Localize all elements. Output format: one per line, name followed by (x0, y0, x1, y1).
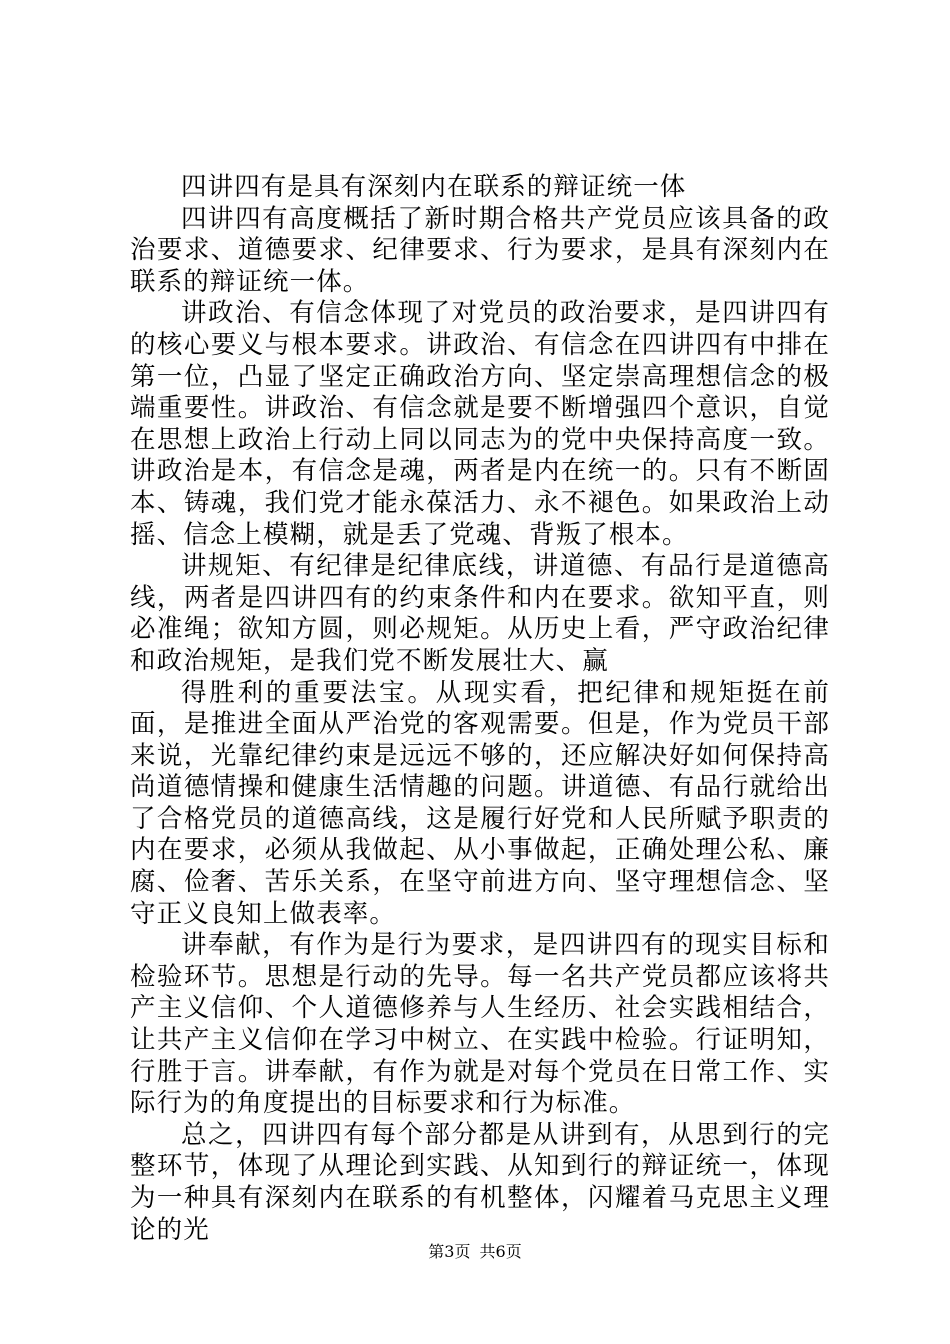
paragraph-dedication: 讲奉献，有作为是行为要求，是四讲四有的现实目标和检验环节。思想是行动的先导。每一名共产党员都应该将共产主义信仰、个人道德修养与人生经历、社会实践相结合，让共产主义信仰在学习中树立、在实践中检验。行证明知，行胜于言。讲奉献，有作为就是对每个党员在日常工作、实际行为的角度提出的目标要求和行为标准。 (130, 930, 830, 1119)
paragraph-conclusion: 总之，四讲四有每个部分都是从讲到有，从思到行的完整环节，体现了从理论到实践、从知到行的辩证统一，体现为一种具有深刻内在联系的有机整体，闪耀着马克思主义理论的光 (130, 1119, 830, 1245)
page-footer (0, 1242, 950, 1262)
page-total: 共6页 (479, 1242, 522, 1261)
paragraph-intro: 四讲四有高度概括了新时期合格共产党员应该具备的政治要求、道德要求、纪律要求、行为要求，是具有深刻内在联系的辩证统一体。 (130, 203, 830, 297)
paragraph-discipline: 讲规矩、有纪律是纪律底线，讲道德、有品行是道德高线，两者是四讲四有的约束条件和内在要求。欲知平直，则必准绳；欲知方圆，则必规矩。从历史上看，严守政治纪律和政治规矩，是我们党不断发展壮大、赢 (130, 551, 830, 676)
paragraph-morality: 得胜利的重要法宝。从现实看，把纪律和规矩挺在前面，是推进全面从严治党的客观需要。但是，作为党员干部来说，光靠纪律约束是远远不够的，还应解决好如何保持高尚道德情操和健康生活情趣的问题。讲道德、有品行就给出了合格党员的道德高线，这是履行好党和人民所赋予职责的内在要求，必须从我做起、从小事做起，正确处理公私、廉腐、俭奢、苦乐关系，在坚守前进方向、坚守理想信念、坚守正义良知上做表率。 (130, 677, 830, 929)
page-number: 第3页 (428, 1242, 471, 1261)
document-title: 四讲四有是具有深刻内在联系的辩证统一体 (181, 172, 687, 202)
paragraph-politics: 讲政治、有信念体现了对党员的政治要求，是四讲四有的核心要义与根本要求。讲政治、有信念在四讲四有中排在第一位，凸显了坚定正确政治方向、坚定崇高理想信念的极端重要性。讲政治、有信念就是要不断增强四个意识，自觉在思想上政治上行动上同以同志为的党中央保持高度一致。讲政治是本，有信念是魂，两者是内在统一的。只有不断固本、铸魂，我们党才能永葆活力、永不褪色。如果政治上动摇、信念上模糊，就是丢了党魂、背叛了根本。 (130, 298, 830, 550)
document-body (130, 172, 830, 1246)
